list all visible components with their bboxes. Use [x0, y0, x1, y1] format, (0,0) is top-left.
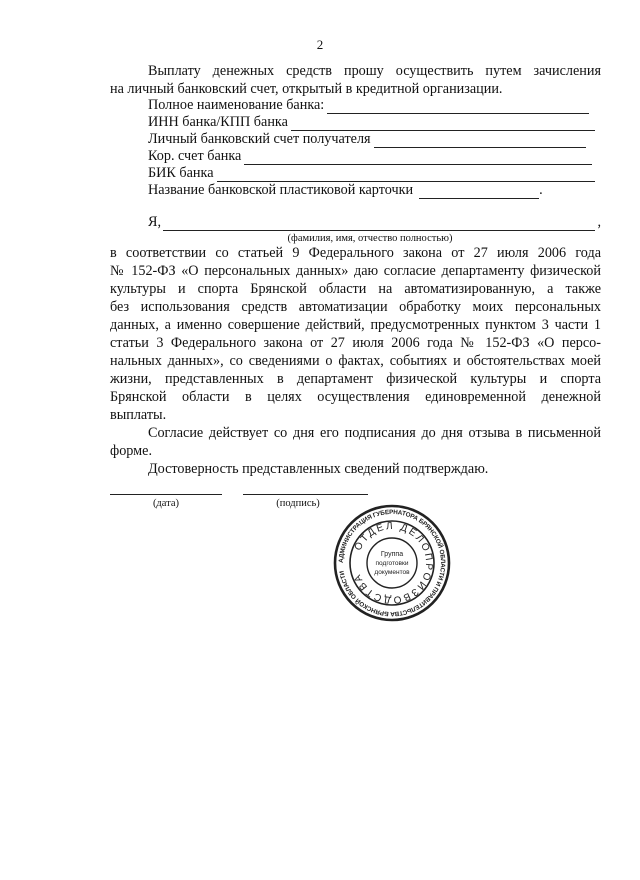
office-stamp-graphic — [332, 503, 452, 623]
bank-inn-kpp-field[interactable] — [148, 114, 595, 131]
consent-line-3: культуры и спорта Брянской области на автоматизированную, а также — [110, 281, 601, 297]
consent-line-6: статьи 3 Федерального закона от 27 июля 2006 года № 152-ФЗ «О персо- — [110, 335, 601, 351]
payment-paragraph-line-2: на личный банковский счет, открытый в кредитной организации. — [110, 81, 503, 97]
consent-line-2: № 152-ФЗ «О персональных данных» даю согласие департаменту физической — [110, 263, 601, 279]
full-name-suffix: , — [597, 214, 601, 230]
payment-paragraph-line-1: Выплату денежных средств прошу осуществить путем зачисления — [148, 63, 601, 79]
corr-account-field[interactable] — [148, 148, 592, 165]
consent-line-4: без использования средств автоматизации обработку моих персональных — [110, 299, 601, 315]
bik-label: БИК банка — [148, 165, 214, 181]
full-name-blank[interactable] — [163, 217, 595, 231]
consent-line-9: Брянской области в целях осуществления единовременной денежной — [110, 389, 601, 405]
card-name-label: Название банковской пластиковой карточки — [148, 182, 414, 198]
consent-line-7: нальных данных», со сведениями о фактах, событиях и обстоятельствах моей — [110, 353, 601, 369]
bank-inn-kpp-label: ИНН банка/КПП банка — [148, 114, 288, 130]
consent-line-5: данных, а именно совершение действий, предусмотренных пунктом 3 части 1 — [110, 317, 601, 333]
personal-account-blank[interactable] — [374, 134, 586, 148]
consent-line-10: выплаты. — [110, 407, 167, 423]
card-name-blank[interactable] — [419, 185, 539, 199]
card-name-field[interactable] — [148, 182, 543, 199]
card-name-suffix: . — [539, 182, 543, 198]
office-stamp — [332, 503, 452, 623]
stamp-outer-text: АДМИНИСТРАЦИЯ ГУБЕРНАТОРА БРЯНСКОЙ ОБЛАСТИ И ПРАВИТЕЛЬСТВА БРЯНСКОЙ ОБЛАСТИ — [337, 508, 447, 618]
validity-line-1: Согласие действует со дня его подписания до дня отзыва в письменной — [148, 425, 601, 441]
confirmation-text: Достоверность представленных сведений подтверждаю. — [148, 461, 489, 477]
bank-inn-kpp-blank[interactable] — [291, 117, 595, 131]
consent-line-1: в соответствии со статьей 9 Федерального закона от 27 июля 2006 года — [110, 245, 601, 261]
date-caption: (дата) — [152, 498, 180, 509]
corr-account-label: Кор. счет банка — [148, 148, 242, 164]
bank-name-blank[interactable] — [327, 100, 589, 114]
bik-field[interactable] — [148, 165, 595, 182]
stamp-inner-text: ОТДЕЛ ДЕЛОПРОИЗВОДСТВА — [352, 520, 435, 606]
personal-account-field[interactable] — [148, 131, 586, 148]
date-blank[interactable] — [110, 494, 222, 495]
bik-blank[interactable] — [217, 168, 595, 182]
stamp-center-line-3: документов — [374, 569, 410, 576]
signature-blank[interactable] — [243, 494, 368, 495]
corr-account-blank[interactable] — [244, 151, 592, 165]
full-name-caption: (фамилия, имя, отчество полностью) — [287, 233, 453, 244]
page-number: 2 — [316, 37, 324, 52]
signature-caption: (подпись) — [276, 498, 320, 509]
stamp-center-line-2: подготовки — [375, 560, 409, 567]
bank-name-label: Полное наименование банка: — [148, 97, 325, 113]
full-name-field[interactable] — [148, 214, 601, 231]
consent-line-8: жизни, представленных в департамент физической культуры и спорта — [110, 371, 601, 387]
validity-line-2: форме. — [110, 443, 152, 459]
stamp-center-line-1: Группа — [380, 551, 404, 558]
full-name-prefix: Я, — [148, 214, 162, 230]
bank-name-field[interactable] — [148, 97, 589, 114]
personal-account-label: Личный банковский счет получателя — [148, 131, 371, 147]
